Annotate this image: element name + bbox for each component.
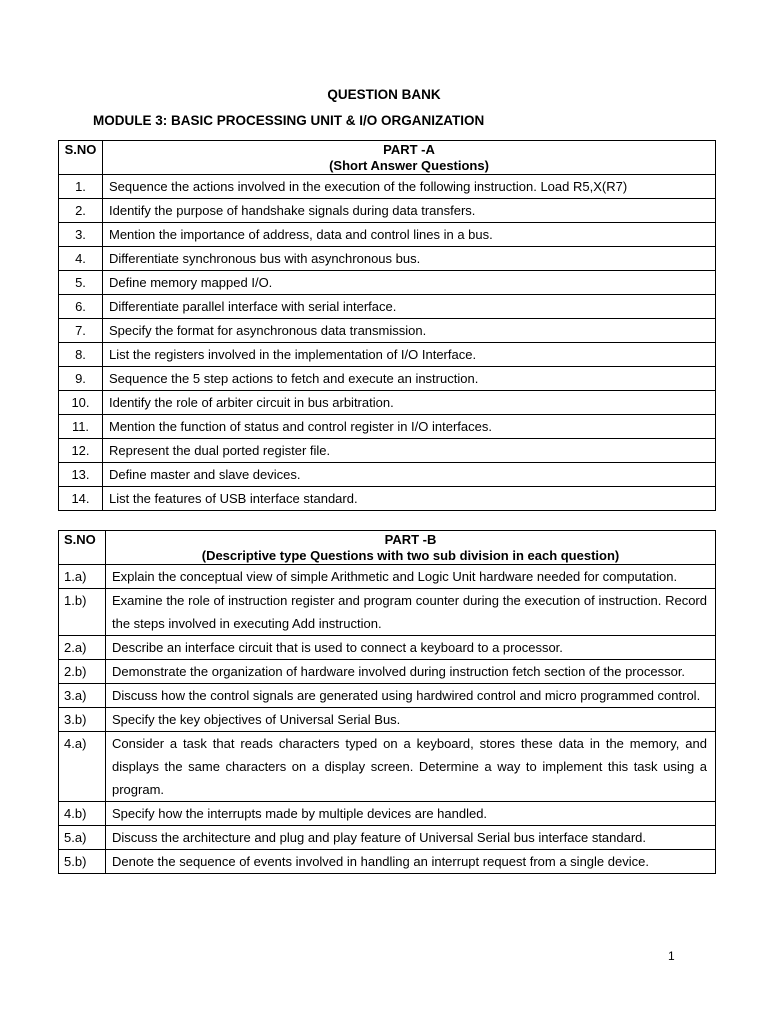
part-a-row [59, 199, 716, 223]
question-number: 11. [59, 415, 103, 439]
question-number: 3.a) [59, 684, 106, 708]
question-number: 2.b) [59, 660, 106, 684]
part-a-sno-header: S.NO [59, 141, 103, 175]
part-a-body [59, 175, 716, 511]
question-number: 1. [59, 175, 103, 199]
part-a-title-cell [103, 141, 716, 175]
part-b-row [59, 684, 716, 708]
question-text: Specify the key objectives of Universal Serial Bus. [106, 708, 716, 732]
question-number: 4.b) [59, 802, 106, 826]
part-b-row [59, 565, 716, 589]
question-number: 2. [59, 199, 103, 223]
part-a-subtitle: (Short Answer Questions) [329, 158, 489, 173]
part-b-table [58, 530, 716, 874]
part-b-subtitle: (Descriptive type Questions with two sub division in each question) [201, 548, 620, 563]
question-number: 1.b) [59, 589, 106, 636]
question-number: 5.b) [59, 850, 106, 874]
question-text: Sequence the 5 step actions to fetch and execute an instruction. [103, 367, 716, 391]
part-a-header-row [59, 141, 716, 175]
part-a-row [59, 223, 716, 247]
part-b-row [59, 660, 716, 684]
part-b-row [59, 802, 716, 826]
part-b-row [59, 589, 716, 636]
question-text: List the features of USB interface standard. [103, 487, 716, 511]
question-text: Describe an interface circuit that is used to connect a keyboard to a processor. [106, 636, 716, 660]
question-number: 7. [59, 319, 103, 343]
question-number: 9. [59, 367, 103, 391]
question-number: 13. [59, 463, 103, 487]
question-text: Identify the purpose of handshake signals during data transfers. [103, 199, 716, 223]
part-a-row [59, 463, 716, 487]
question-text: Discuss how the control signals are generated using hardwired control and micro programmed control. [106, 684, 716, 708]
part-a-row [59, 247, 716, 271]
question-number: 5.a) [59, 826, 106, 850]
part-a-row [59, 487, 716, 511]
question-text: Define memory mapped I/O. [103, 271, 716, 295]
question-text: Mention the importance of address, data and control lines in a bus. [103, 223, 716, 247]
question-number: 5. [59, 271, 103, 295]
part-a-row [59, 175, 716, 199]
part-a-row [59, 343, 716, 367]
question-text: Represent the dual ported register file. [103, 439, 716, 463]
part-a-row [59, 271, 716, 295]
question-number: 8. [59, 343, 103, 367]
part-a-row [59, 319, 716, 343]
question-text: Denote the sequence of events involved in handling an interrupt request from a single device. [106, 850, 716, 874]
question-text: Examine the role of instruction register and program counter during the execution of instruction. Record the steps involved in executing Add instruction. [106, 589, 716, 636]
part-b-title-cell [106, 531, 716, 565]
question-number: 3.b) [59, 708, 106, 732]
page-title: QUESTION BANK [327, 87, 441, 102]
page-number: 1 [668, 949, 675, 963]
question-text: Demonstrate the organization of hardware involved during instruction fetch section of the processor. [106, 660, 716, 684]
question-number: 12. [59, 439, 103, 463]
part-a-table [58, 140, 716, 511]
part-b-sno-header: S.NO [59, 531, 106, 565]
question-number: 10. [59, 391, 103, 415]
question-text: Identify the role of arbiter circuit in bus arbitration. [103, 391, 716, 415]
part-a-row [59, 439, 716, 463]
part-b-row [59, 636, 716, 660]
part-b-body [59, 565, 716, 874]
question-number: 4. [59, 247, 103, 271]
question-text: Discuss the architecture and plug and play feature of Universal Serial bus interface standard. [106, 826, 716, 850]
question-number: 1.a) [59, 565, 106, 589]
module-heading: MODULE 3: BASIC PROCESSING UNIT & I/O ORGANIZATION [93, 113, 485, 128]
question-number: 3. [59, 223, 103, 247]
question-number: 14. [59, 487, 103, 511]
question-text: Sequence the actions involved in the execution of the following instruction. Load R5,X(R7) [103, 175, 716, 199]
question-text: Differentiate parallel interface with serial interface. [103, 295, 716, 319]
question-text: Differentiate synchronous bus with asynchronous bus. [103, 247, 716, 271]
question-text: Consider a task that reads characters typed on a keyboard, stores these data in the memory, and displays the same characters on a display screen. Determine a way to implement this task using a program. [106, 732, 716, 802]
question-number: 2.a) [59, 636, 106, 660]
part-a-row [59, 367, 716, 391]
part-a-row [59, 391, 716, 415]
part-b-header-row [59, 531, 716, 565]
question-number: 6. [59, 295, 103, 319]
question-number: 4.a) [59, 732, 106, 802]
question-text: Specify the format for asynchronous data transmission. [103, 319, 716, 343]
part-a-row [59, 295, 716, 319]
question-text: Specify how the interrupts made by multiple devices are handled. [106, 802, 716, 826]
question-text: Define master and slave devices. [103, 463, 716, 487]
question-text: List the registers involved in the implementation of I/O Interface. [103, 343, 716, 367]
part-a-row [59, 415, 716, 439]
part-b-row [59, 826, 716, 850]
question-text: Explain the conceptual view of simple Arithmetic and Logic Unit hardware needed for computation. [106, 565, 716, 589]
part-b-row [59, 708, 716, 732]
part-b-row [59, 732, 716, 802]
part-b-title: PART -B [384, 532, 437, 547]
question-text: Mention the function of status and control register in I/O interfaces. [103, 415, 716, 439]
part-b-row [59, 850, 716, 874]
part-a-title: PART -A [383, 142, 435, 157]
